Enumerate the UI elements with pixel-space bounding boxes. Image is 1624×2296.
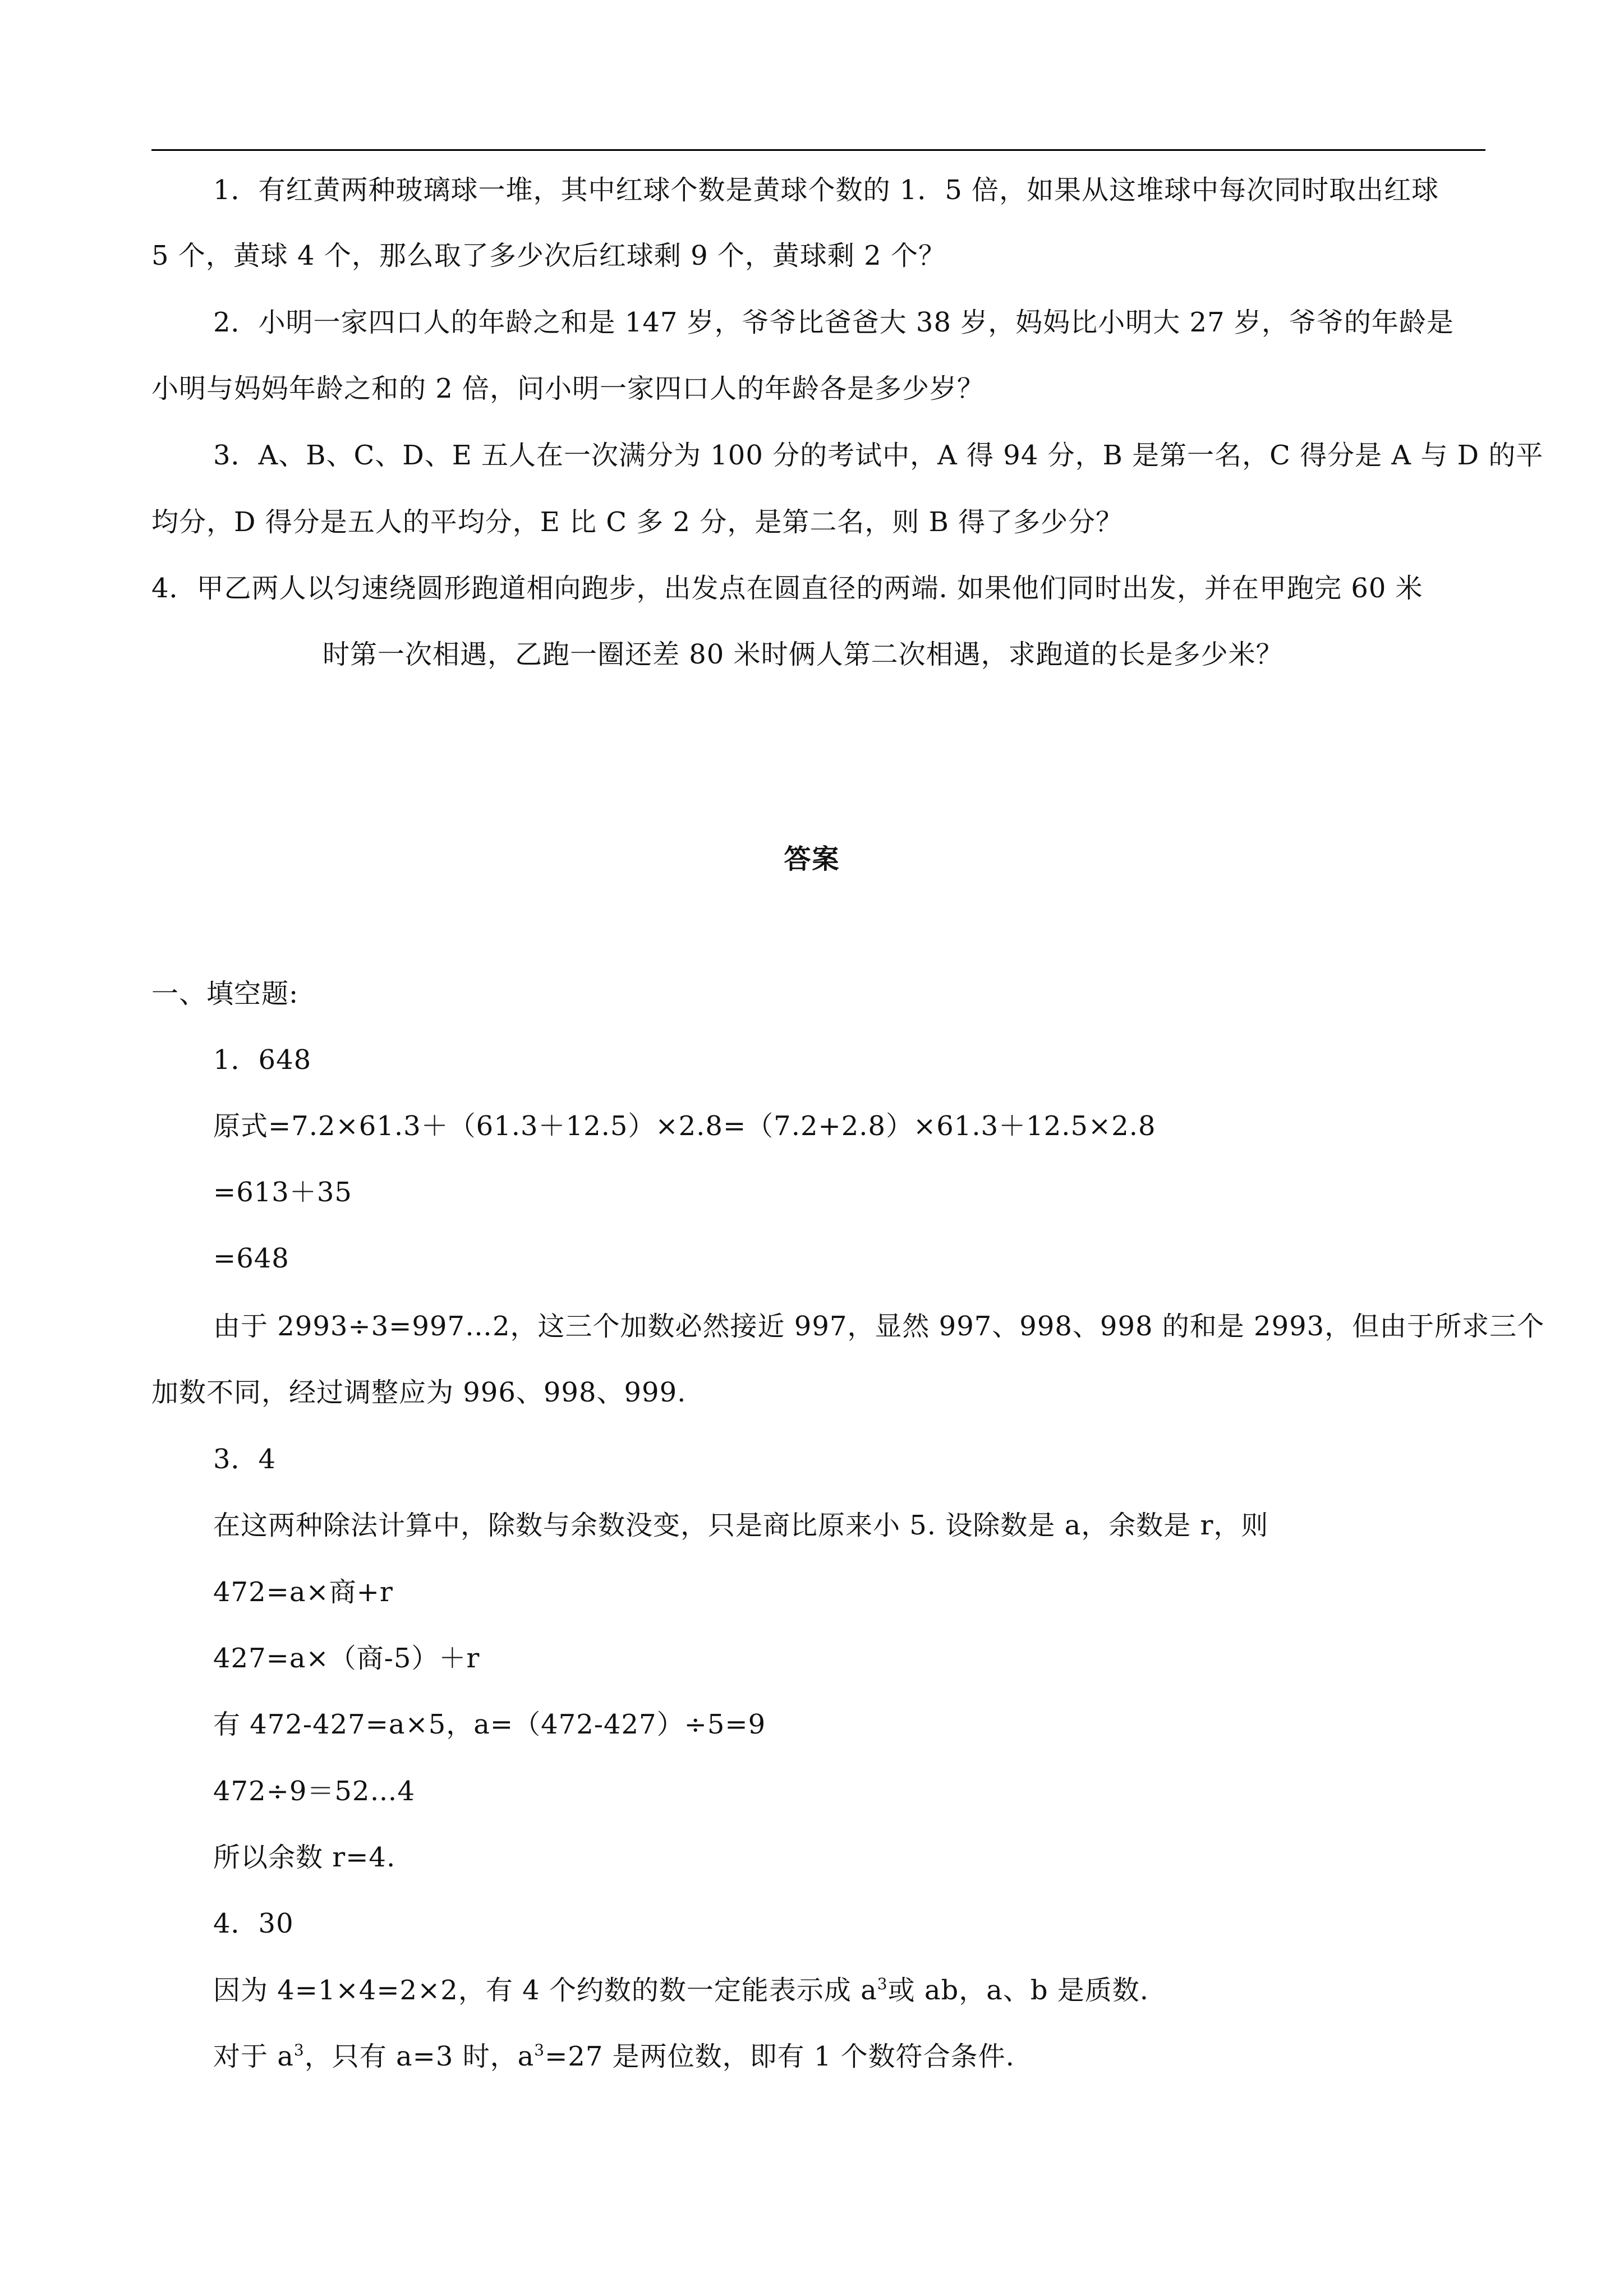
question-2-line-2: 小明与妈妈年龄之和的 2 倍，问小明一家四口人的年龄各是多少岁？ — [151, 373, 985, 404]
section-heading-fill-blank: 一、填空题: — [151, 978, 299, 1009]
answer-1-line-3: =648 — [213, 1243, 289, 1274]
question-3-line-1: 3．A、B、C、D、E 五人在一次满分为 100 分的考试中，A 得 94 分，B 是第一名，C 得分是 A 与 D 的平 — [213, 440, 1544, 471]
question-3-line-2: 均分，D 得分是五人的平均分，E 比 C 多 2 分，是第二名，则 B 得了多少分？ — [151, 506, 1124, 538]
question-4-line-2: 时第一次相遇，乙跑一圈还差 80 米时俩人第二次相遇，求跑道的长是多少米？ — [323, 639, 1283, 670]
answer-3-line-2: 472=a×商+r — [213, 1576, 393, 1608]
answer-3-heading: 3．4 — [213, 1444, 277, 1475]
answer-2-line-2: 加数不同，经过调整应为 996、998、999. — [151, 1377, 687, 1408]
answer-4-line-1-text-a: 因为 4=1×4=2×2，有 4 个约数的数一定能表示成 a — [213, 1975, 877, 2006]
answer-4-line-2-text-b: ，只有 a=3 时，a — [304, 2041, 535, 2072]
question-2-line-1: 2．小明一家四口人的年龄之和是 147 岁，爷爷比爸爸大 38 岁，妈妈比小明大 27 岁，爷爷的年龄是 — [213, 307, 1454, 338]
answer-4-line-2-text-a: 对于 a — [213, 2041, 294, 2072]
answer-4-line-1-text-b: 或 ab，a、b 是质数. — [887, 1975, 1149, 2006]
answer-4-line-2-text-c: =27 是两位数，即有 1 个数符合条件. — [545, 2041, 1015, 2072]
answers-title: 答案 — [784, 843, 840, 875]
answer-3-line-1: 在这两种除法计算中，除数与余数没变，只是商比原来小 5. 设除数是 a，余数是 r，则 — [213, 1510, 1269, 1541]
question-1-line-1: 1．有红黄两种玻璃球一堆，其中红球个数是黄球个数的 1．5 倍，如果从这堆球中每次同时取出红球 — [213, 174, 1439, 206]
superscript-exponent: 3 — [877, 1975, 888, 1993]
question-1-line-2: 5 个，黄球 4 个，那么取了多少次后红球剩 9 个，黄球剩 2 个？ — [151, 240, 946, 271]
answer-1-line-1: 原式=7.2×61.3＋（61.3＋12.5）×2.8=（7.2+2.8）×61.3＋12.5×2.8 — [213, 1110, 1156, 1142]
answer-4-line-1 — [213, 1972, 1149, 2008]
answer-1-line-2: =613＋35 — [213, 1177, 352, 1208]
answer-3-line-4: 有 472-427=a×5，a=（472-427）÷5=9 — [213, 1709, 766, 1740]
answer-4-heading: 4．30 — [213, 1908, 294, 1939]
answer-2-line-1: 由于 2993÷3=997…2，这三个加数必然接近 997，显然 997、998、998 的和是 2993，但由于所求三个 — [213, 1311, 1545, 1342]
superscript-exponent: 3 — [293, 2041, 305, 2059]
question-4-line-1: 4．甲乙两人以匀速绕圆形跑道相向跑步，出发点在圆直径的两端. 如果他们同时出发，并在甲跑完 60 米 — [151, 573, 1423, 604]
answer-3-line-3: 427=a×（商-5）＋r — [213, 1643, 480, 1674]
answer-3-line-6: 所以余数 r=4. — [213, 1842, 396, 1873]
answer-3-line-5: 472÷9＝52…4 — [213, 1776, 415, 1807]
answer-4-line-2 — [213, 2039, 1015, 2074]
answer-1-heading: 1．648 — [213, 1044, 312, 1076]
superscript-exponent: 3 — [534, 2041, 545, 2059]
header-rule — [151, 149, 1485, 151]
